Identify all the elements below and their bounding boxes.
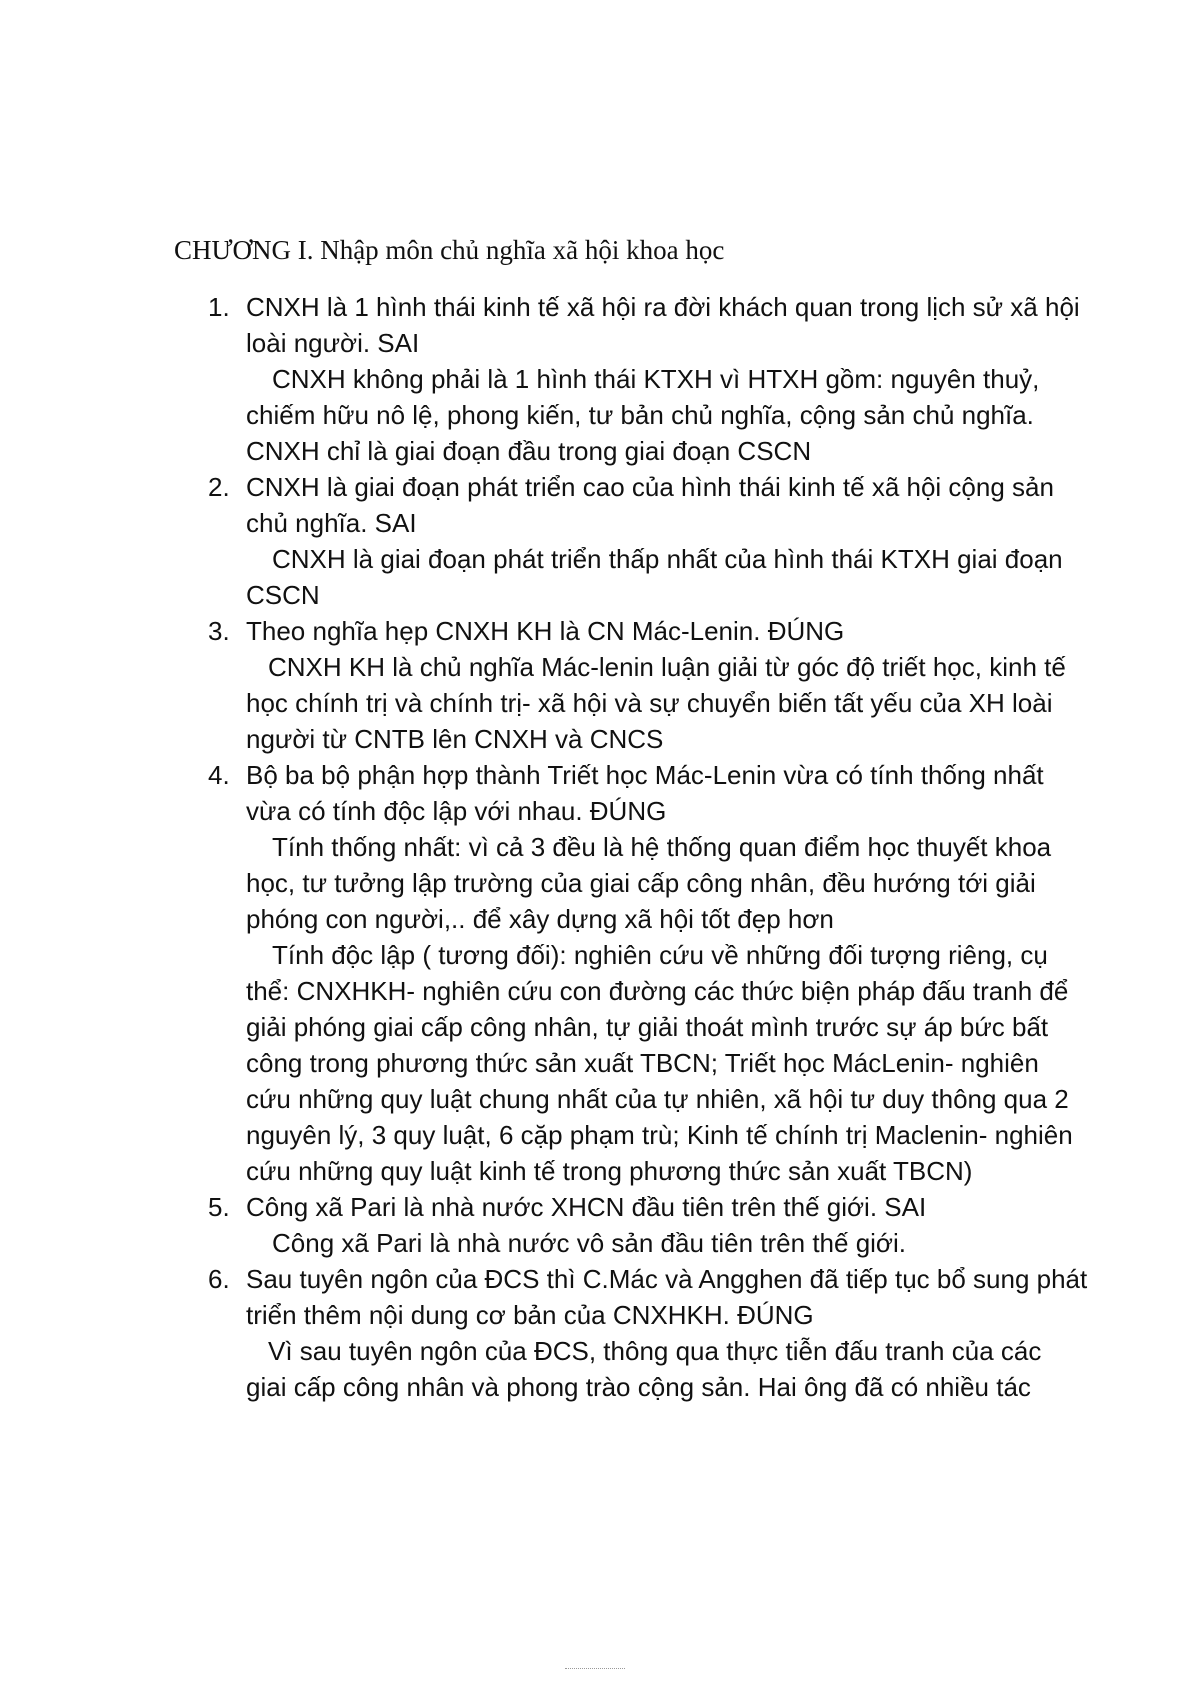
question-number: 3.: [208, 616, 230, 646]
page-bottom-mark: [565, 1668, 625, 1672]
explanation-paragraph: CNXH là giai đoạn phát triển thấp nhất của hình thái KTXH giai đoạn CSCN: [246, 544, 1063, 610]
question-explanation: [246, 649, 1088, 757]
question-item: [208, 1261, 1088, 1405]
question-statement: Công xã Pari là nhà nước XHCN đầu tiên trên thế giới. SAI: [246, 1192, 927, 1222]
question-statement: CNXH là giai đoạn phát triển cao của hình thái kinh tế xã hội cộng sản chủ nghĩa. SAI: [246, 472, 1054, 538]
question-number: 6.: [208, 1264, 230, 1294]
explanation-paragraph: Vì sau tuyên ngôn của ĐCS, thông qua thực tiễn đấu tranh của các giai cấp công nhân và phong trào cộng sản. Hai ông đã có nhiều tác: [246, 1336, 1042, 1402]
question-list: [208, 289, 1088, 1405]
question-statement: Theo nghĩa hẹp CNXH KH là CN Mác-Lenin. ĐÚNG: [246, 616, 845, 646]
explanation-paragraph: CNXH KH là chủ nghĩa Mác-lenin luận giải từ góc độ triết học, kinh tế học chính trị và chính trị- xã hội và sự chuyển biến tất yếu của XH loài người từ CNTB lên CNXH và CNCS: [246, 652, 1066, 754]
question-explanation: [246, 541, 1088, 613]
question-number: 1.: [208, 292, 230, 322]
question-explanation: [246, 1333, 1088, 1405]
explanation-paragraph: CNXH không phải là 1 hình thái KTXH vì HTXH gồm: nguyên thuỷ, chiếm hữu nô lệ, phong kiến, tư bản chủ nghĩa, cộng sản chủ nghĩa. CNXH chỉ là giai đoạn đầu trong giai đoạn CSCN: [246, 364, 1040, 466]
question-item: [208, 1189, 1088, 1261]
chapter-title: CHƯƠNG I. Nhập môn chủ nghĩa xã hội khoa học: [174, 235, 725, 265]
question-statement: Sau tuyên ngôn của ĐCS thì C.Mác và Angghen đã tiếp tục bổ sung phát triển thêm nội dung cơ bản của CNXHKH. ĐÚNG: [246, 1264, 1088, 1330]
question-number: 4.: [208, 760, 230, 790]
question-item: [208, 289, 1088, 469]
question-statement: Bộ ba bộ phận hợp thành Triết học Mác-Lenin vừa có tính thống nhất vừa có tính độc lập với nhau. ĐÚNG: [246, 760, 1044, 826]
question-statement: CNXH là 1 hình thái kinh tế xã hội ra đời khách quan trong lịch sử xã hội loài người. SAI: [246, 292, 1080, 358]
question-explanation: [246, 1225, 1088, 1261]
question-explanation: [246, 829, 1088, 1189]
explanation-paragraph: Tính thống nhất: vì cả 3 đều là hệ thống quan điểm học thuyết khoa học, tư tưởng lập trường của giai cấp công nhân, đều hướng tới giải phóng con người,.. để xây dựng xã hội tốt đẹp hơn: [246, 832, 1052, 934]
explanation-paragraph: Công xã Pari là nhà nước vô sản đầu tiên trên thế giới.: [272, 1228, 906, 1258]
question-item: [208, 469, 1088, 613]
explanation-paragraph: Tính độc lập ( tương đối): nghiên cứu về những đối tượng riêng, cụ thể: CNXHKH- nghiên cứu con đường các thức biện pháp đấu tranh để giải phóng giai cấp công nhân, tự giải thoát mình trước sự áp bức bất công trong phương thức sản xuất TBCN; Triết học MácLenin- nghiên cứu những quy luật chung nhất của tự nhiên, xã hội tư duy thông qua 2 nguyên lý, 3 quy luật, 6 cặp phạm trù; Kinh tế chính trị Maclenin- nghiên cứu những quy luật kinh tế trong phương thức sản xuất TBCN): [246, 940, 1073, 1186]
question-number: 2.: [208, 472, 230, 502]
question-item: [208, 613, 1088, 757]
question-number: 5.: [208, 1192, 230, 1222]
question-item: [208, 757, 1088, 1189]
question-explanation: [246, 361, 1088, 469]
